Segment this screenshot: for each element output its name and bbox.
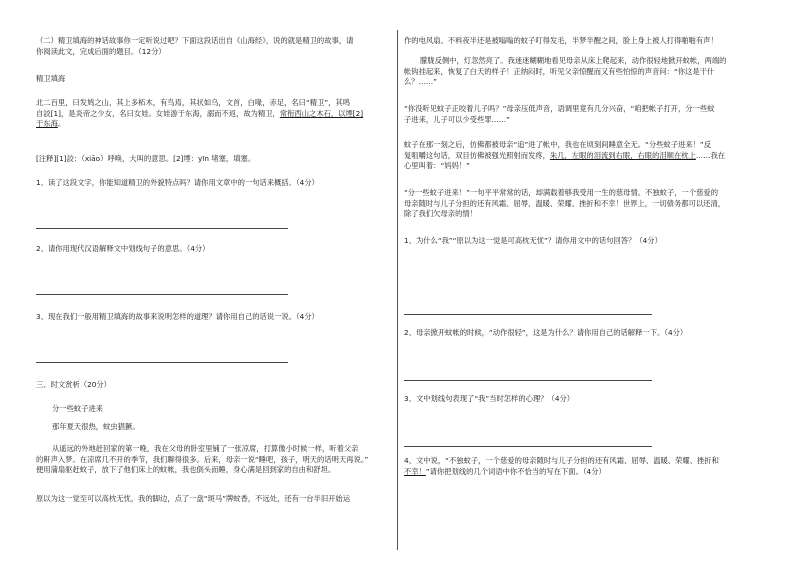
right-line-1: 作的电风扇。不料夜半还是被嗡嗡的蚊子叮得发毛，半梦半醒之间，脸上身上被人打得啪啪有声！	[404, 36, 718, 45]
right-answer-line-2[interactable]	[404, 380, 652, 381]
question-2: 2、请你用现代汉语解释文中划线句子的意思。（4分）	[36, 244, 210, 253]
right-p3-line-2-text: 复咀嚼这句话，双目仿佛被强光照射而发疼，	[404, 150, 550, 160]
answer-line-1[interactable]	[36, 228, 288, 229]
right-paragraph-4	[404, 188, 725, 220]
underlined-sentence-part-2: 于东海	[36, 119, 58, 129]
annotation-note: [注释][1]詨：（xiāo）呼唤，大叫的意思。[2]堙：yīn 堵塞，填塞。	[36, 154, 256, 163]
article-p1-line-3: 便用蒲扇驱赶蚊子，放下了他们床上的蚊帐，我也倒头而睡，身心满是回到家的自由和舒坦。	[36, 465, 336, 475]
right-p1-line-3: 么？……”	[404, 77, 437, 87]
answer-line-2[interactable]	[36, 294, 288, 295]
right-paragraph-3	[404, 140, 725, 172]
right-question-4-line-1: 4、文中说，“不独蚊子，一个慈爱的母亲随时与儿子分担的还有风霜、屈辱、温暖、荣耀、挫折和	[404, 456, 719, 465]
intro-paragraph	[36, 36, 353, 57]
question-3: 3、现在我们一般用精卫填海的故事来说明怎样的道理？请你用自己的话说一说。（4分）	[36, 312, 319, 321]
passage-line-3-end: 。	[57, 119, 66, 129]
section-3-heading: 三、时文赏析（20分）	[36, 380, 111, 389]
intro-line-2: 你阅读此文，完成后面的题目。（12分）	[36, 46, 166, 56]
right-p1-line-1: 朦胧反侧中，灯忽然亮了。我迷迷糊糊地看见母亲从床上爬起来，动作很轻地掀开蚊帐，两端的	[420, 56, 727, 65]
underlined-word-buxing: 不幸！	[404, 466, 426, 476]
passage-line-2-text: 自詨[1]，是炎帝之少女，名曰女娃。女娃游于东海，溺而不返，故为精卫，	[36, 108, 280, 118]
passage-title: 精卫填海	[36, 74, 66, 83]
right-question-1: 1、为什么“我”“原以为这一觉是可高枕无忧”？请你用文中的话句回答？（4分）	[404, 236, 662, 245]
right-question-4-line-2-end: ”请你把划线的几个词语中你不恰当的写在下面。（4分）	[425, 466, 606, 476]
right-p2-line-1: “你没听见蚊子正咬着儿子吗？”母亲压低声音，语调里竟有几分兴奋，“咱把帐子打开，分一些蚊	[404, 104, 715, 113]
underlined-sentence-right: 朱几，左眼的泪流到右眼，右眼的泪顺在枕上	[549, 150, 696, 160]
passage-line-3	[36, 119, 363, 130]
right-answer-line-3[interactable]	[404, 446, 652, 447]
article-title: 分一些蚊子进来	[52, 404, 104, 413]
answer-line-3[interactable]	[36, 362, 288, 363]
right-p3-line-2	[404, 151, 725, 162]
article-p2-line-1: 原以为这一觉至可以高枕无忧，我的脚边，点了一盘“斑马”牌蚊香，不远处，还有一台半旧开始运	[36, 494, 351, 503]
passage-line-1: 北二百里，曰发鸠之山，其上多柘木，有鸟焉，其状如乌，文首，白喙，赤足，名曰“精卫”，其鸣	[36, 98, 351, 107]
column-divider	[397, 30, 398, 550]
right-paragraph-2	[404, 104, 715, 125]
right-answer-line-1[interactable]	[404, 314, 652, 315]
right-question-4-line-2	[404, 467, 719, 478]
intro-line-1: （二）精卫填海的神话故事你一定听说过吧？下面这段话出自《山海经》，说的就是精卫的故事，请	[36, 36, 354, 45]
right-p4-line-1: “分一些蚊子进来！”一句平平常常的话，却满载着够我受用一生的慈母情。不独蚊子，一个慈爱的	[404, 188, 719, 197]
right-p4-line-3: 除了我们欠母亲的情！	[404, 209, 477, 219]
right-p3-line-3: 心里叫着：“妈妈！”	[404, 161, 470, 171]
article-subtitle: 那年夏天很热，蚊虫猖獗。	[52, 422, 140, 431]
article-p1-line-2: 的鼾声入梦。在凉席几不开的季节，我们聊得很多。后来，母亲一说“睡吧，孩子，明天的话明天再说。”	[36, 454, 369, 464]
right-question-4	[404, 456, 719, 477]
right-question-3: 3、文中划线句表现了“我”当时怎样的心理？（4分）	[404, 394, 575, 403]
article-p1-line-1: 从遥远的外地赶回家的第一晚，我在父母的卧室里铺了一张凉席，打算像小时候一样，听着父亲	[52, 444, 359, 453]
right-p4-line-2: 母亲随时与儿子分担的还有风霜、屈辱、温暖、荣耀、挫折和不幸！世界上，一切债务都可以还清，	[404, 198, 726, 208]
right-paragraph-1	[404, 56, 726, 88]
right-p3-line-1: 蚊子在那一刻之后，仿佛都被母亲“追”进了帐中，我也在顷刻间睡意全无。“分些蚊子进来！”反	[404, 140, 711, 149]
article-paragraph-1	[36, 444, 368, 476]
question-1: 1、读了这段文字，你能知道精卫的外貌特点吗？请你用文章中的一句话来概括。（4分）	[36, 178, 319, 187]
right-p3-line-2-end: ……我在	[695, 150, 726, 160]
underlined-sentence-part-1: 常衔西山之木石，以堙[2]	[279, 108, 364, 118]
passage-line-2	[36, 109, 363, 120]
right-question-2: 2、母亲掀开蚊帐的时候，“动作很轻”，这是为什么？请你用自己的话解释一下。（4分）	[404, 328, 688, 337]
classical-passage	[36, 98, 363, 130]
right-p2-line-2: 子进来，儿子可以少受些罪……”	[404, 114, 510, 124]
right-p1-line-2: 帐钩挂起来，恢复了白天的样子！正纳闷时，听见父亲惊醒而又有些怕惊的声音问：“你这是干什	[404, 66, 715, 76]
